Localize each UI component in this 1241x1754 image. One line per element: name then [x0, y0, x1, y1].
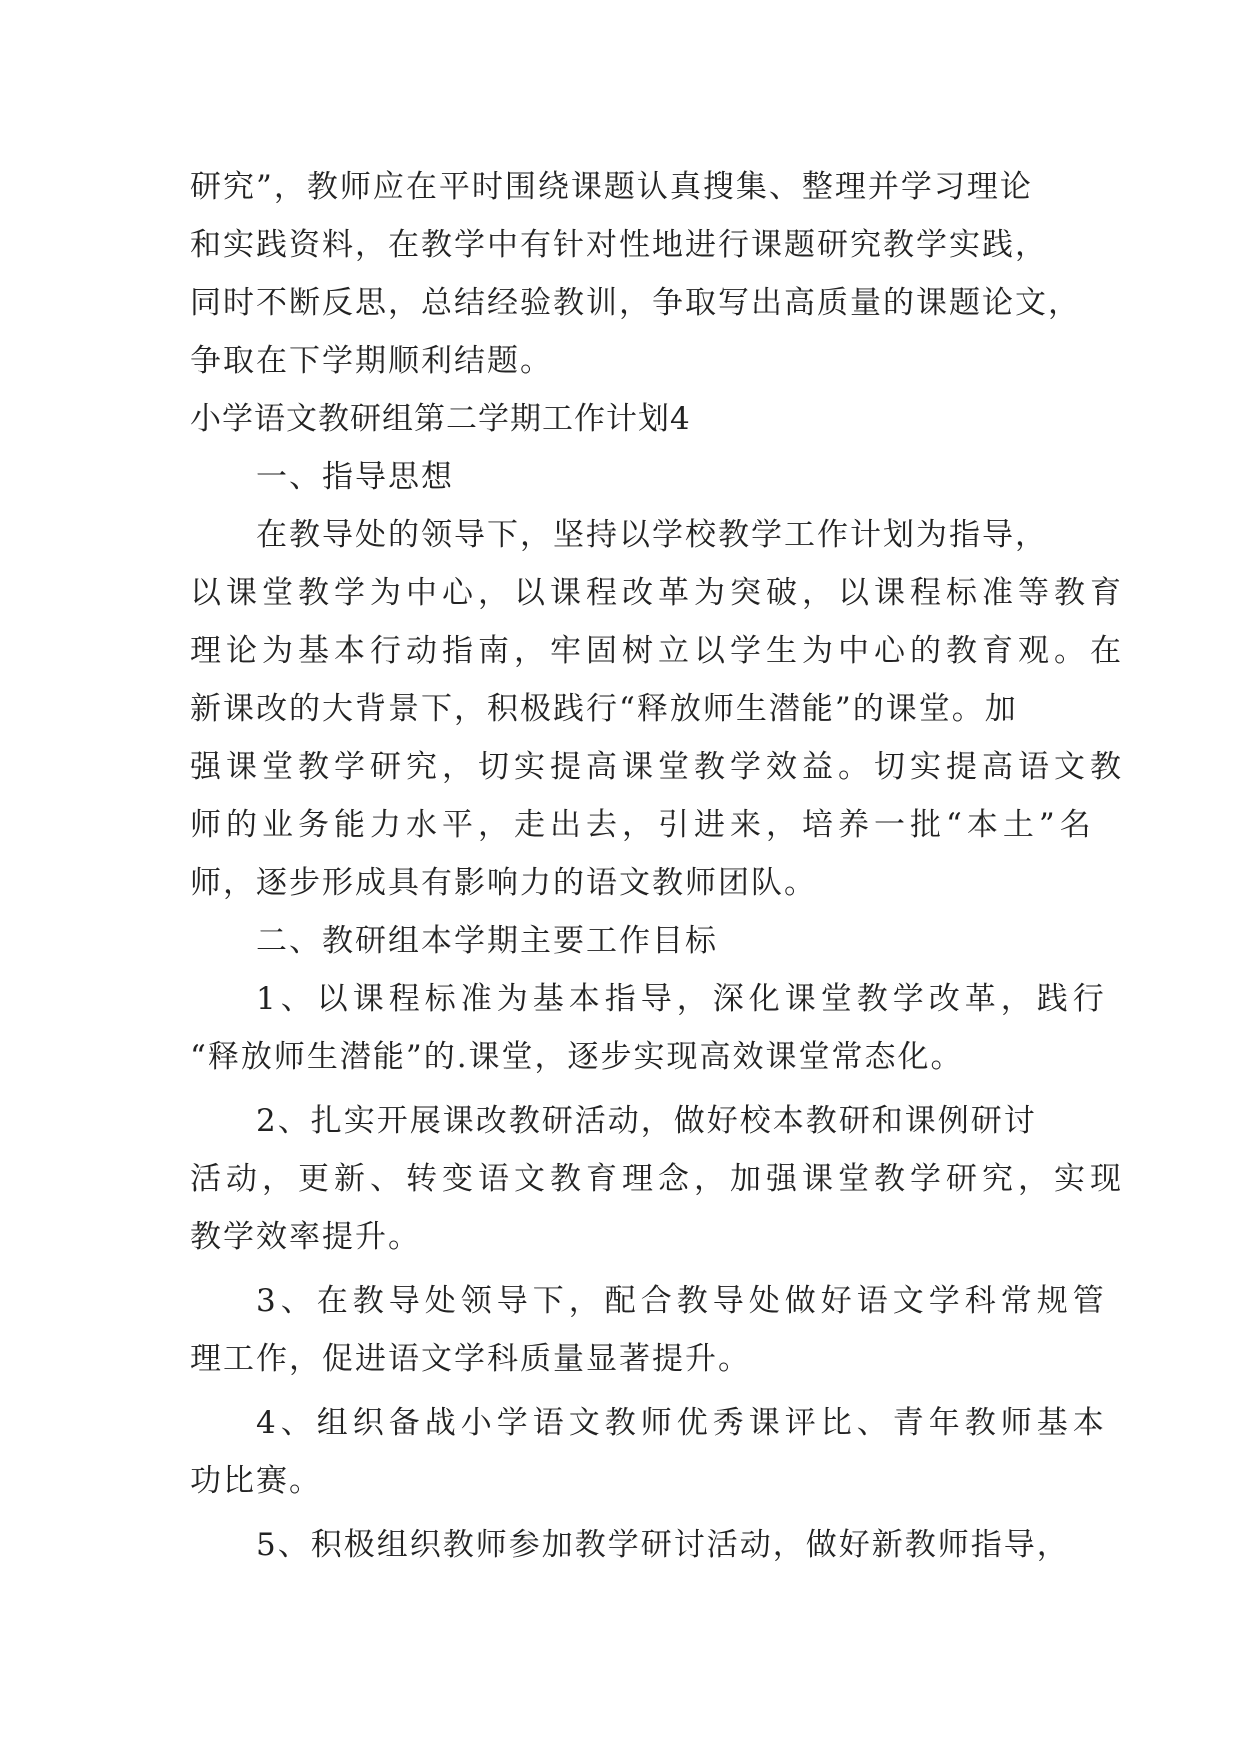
- text-line: “释放师生潜能”的.课堂，逐步实现高效课堂常态化。: [190, 1039, 964, 1075]
- text-line: 理工作，促进语文学科质量显著提升。: [190, 1341, 751, 1377]
- subheading-work-goals: 二、教研组本学期主要工作目标: [256, 923, 718, 959]
- text-line: 同时不断反思，总结经验教训，争取写出高质量的课题论文，: [190, 285, 1081, 321]
- text-line: 在教导处的领导下，坚持以学校教学工作计划为指导，: [256, 517, 1048, 553]
- text-line: 争取在下学期顺利结题。: [190, 343, 553, 379]
- document-body: [190, 158, 1126, 1574]
- text-line: 1、以课程标准为基本指导，深化课堂教学改革，践行: [256, 981, 1109, 1017]
- text-line: 功比赛。: [190, 1463, 322, 1499]
- text-line: 活动，更新、转变语文教育理念，加强课堂教学研究，实现: [190, 1161, 1126, 1197]
- text-line: 5、积极组织教师参加教学研讨活动，做好新教师指导，: [256, 1527, 1070, 1563]
- text-line: 师的业务能力水平，走出去，引进来，培养一批“本土”名: [190, 807, 1096, 843]
- text-line: 以课堂教学为中心，以课程改革为突破，以课程标准等教育: [190, 575, 1126, 611]
- text-line: 2、扎实开展课改教研活动，做好校本教研和课例研讨: [256, 1103, 1037, 1139]
- subheading-guiding-ideology: 一、指导思想: [256, 459, 454, 495]
- text-line: 新课改的大背景下，积极践行“释放师生潜能”的课堂。加: [190, 691, 1018, 727]
- section-title: 小学语文教研组第二学期工作计划4: [190, 401, 691, 437]
- text-line: 教学效率提升。: [190, 1219, 421, 1255]
- text-line: 师，逐步形成具有影响力的语文教师团队。: [190, 865, 817, 901]
- text-line: 和实践资料，在教学中有针对性地进行课题研究教学实践，: [190, 227, 1048, 263]
- text-line: 4、组织备战小学语文教师优秀课评比、青年教师基本: [256, 1405, 1109, 1441]
- text-line: 理论为基本行动指南，牢固树立以学生为中心的教育观。在: [190, 633, 1126, 669]
- text-line: 研究”，教师应在平时围绕课题认真搜集、整理并学习理论: [190, 169, 1033, 205]
- text-line: 强课堂教学研究，切实提高课堂教学效益。切实提高语文教: [190, 749, 1126, 785]
- text-line: 3、在教导处领导下，配合教导处做好语文学科常规管: [256, 1283, 1109, 1319]
